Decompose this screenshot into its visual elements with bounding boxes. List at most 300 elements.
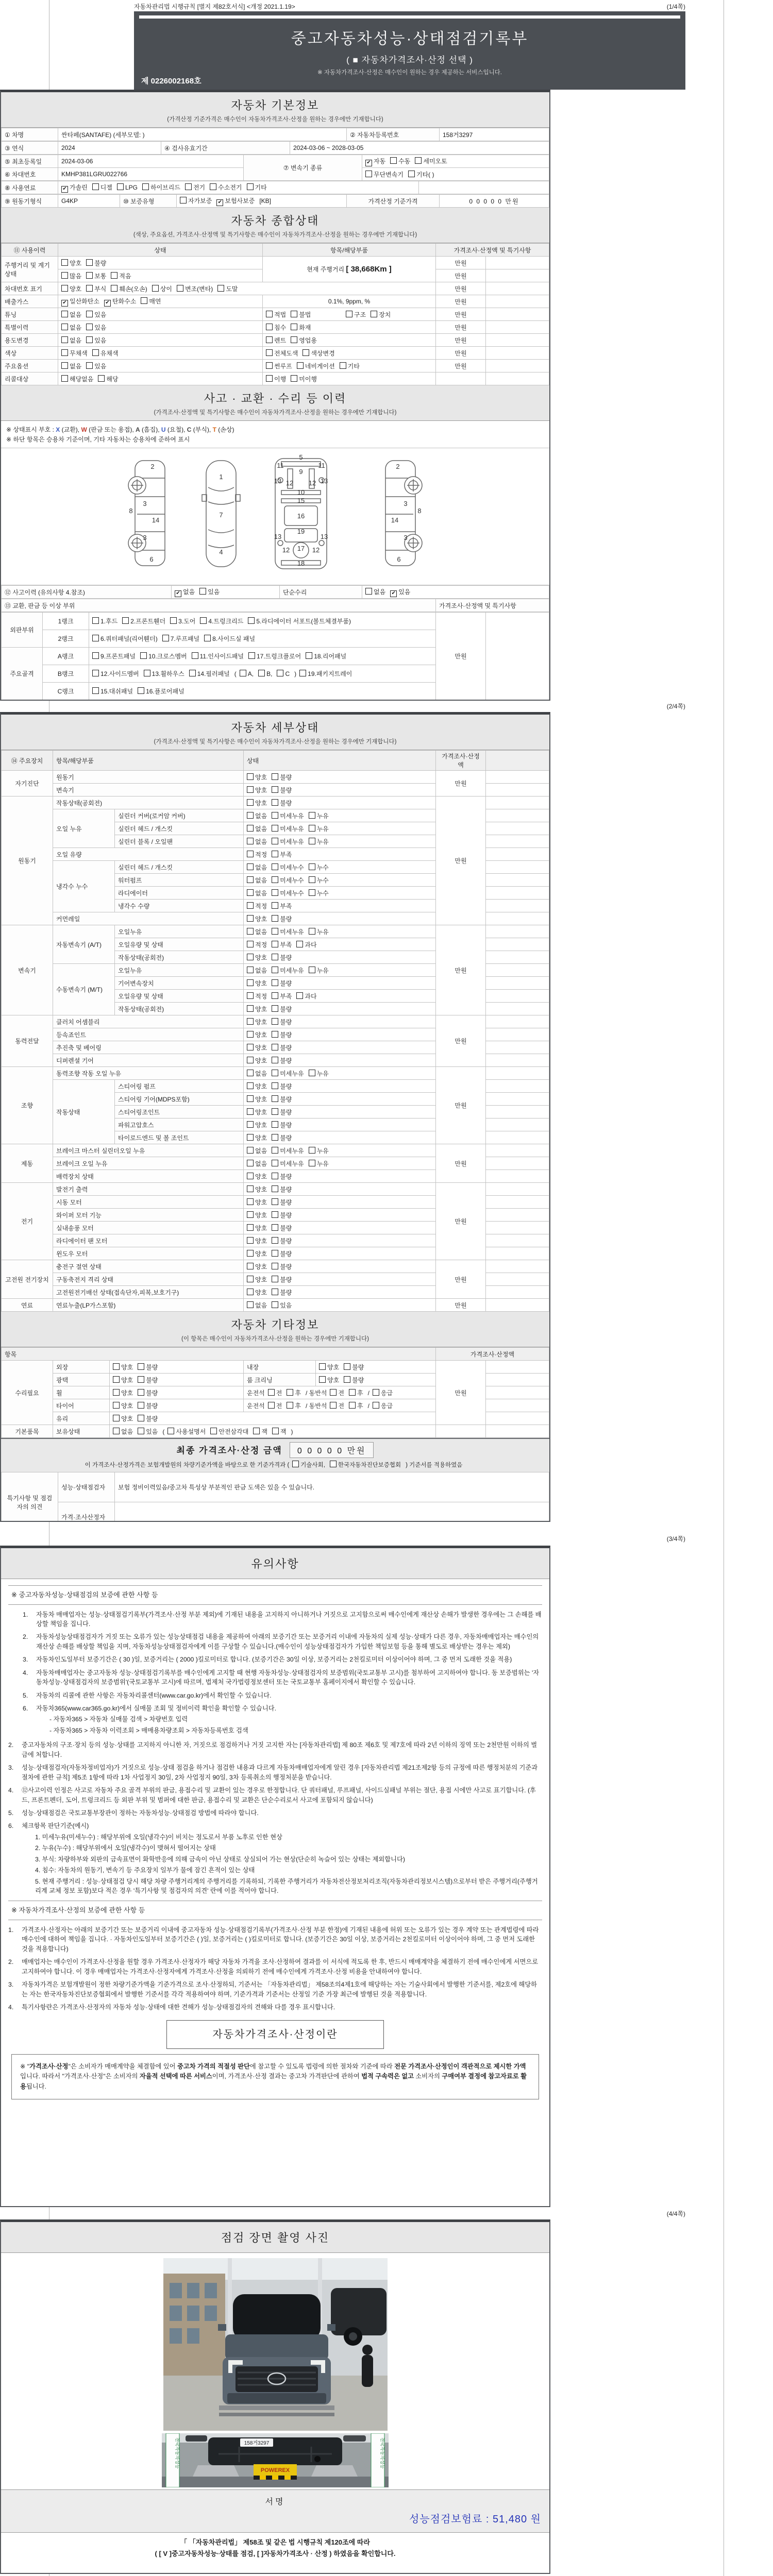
basic-info-rows-3-4: [1, 155, 549, 181]
checkbox-option: 부식: [86, 284, 106, 293]
checkbox-option: 16.플로어패널: [138, 687, 184, 696]
panel-group-label: 외판부위: [2, 613, 43, 648]
checkbox-option: 도말: [217, 284, 238, 293]
device-group-label: 제동: [2, 1144, 53, 1183]
checkbox: [247, 183, 254, 190]
usage-change-items: [263, 334, 436, 347]
checkbox: [138, 1415, 144, 1421]
options-items: [263, 360, 436, 372]
checkbox: [272, 1108, 278, 1115]
blank-cell: [486, 1386, 549, 1399]
basic-info-note: (가격산정 기준가격은 매수인이 자동차가격조사·산정을 원하는 경우에만 기재합니다): [167, 116, 383, 123]
blank-cell: [486, 1209, 549, 1222]
checkbox-option: 17.트렁크플로어: [248, 652, 301, 660]
checkbox: [167, 1428, 174, 1434]
blank-cell: [486, 334, 549, 347]
notice-item-number: 3.: [8, 1764, 14, 1772]
document-subtitle-note: ※ 자동차가격조사·산정은 매수인이 원하는 경우 제공하는 서비스입니다.: [317, 70, 502, 76]
text-segment: / 동반석: [305, 1402, 327, 1410]
notice-sub-item: - 자동차365 > 자동차 이력조회 > 매매용차량조회 > 자동차등록번호 검색: [49, 1726, 248, 1734]
text-segment: ): [291, 1428, 293, 1435]
checkbox-option: 불량: [272, 1236, 292, 1245]
price-cell: 만원: [436, 1260, 486, 1299]
checkbox: [297, 362, 304, 369]
checkbox: [373, 1389, 379, 1396]
notice-item: [8, 1925, 542, 1954]
checkbox: [247, 928, 254, 935]
checkbox: [86, 362, 93, 369]
interior-options: [316, 1361, 436, 1374]
checkbox-checked: ✔: [365, 160, 372, 166]
checkbox-option: 디젤: [92, 183, 112, 192]
checkbox-option: 양호: [247, 1082, 267, 1091]
checkbox-option: 미세누유: [272, 811, 304, 820]
checkbox: [247, 1185, 254, 1192]
checkbox: [247, 915, 254, 922]
checkbox-option: 15.대쉬패널: [92, 687, 133, 696]
blank-cell: [486, 1425, 549, 1438]
item-label: 실린더 블록 / 오일팬: [115, 835, 244, 848]
detail-col-state: 상태: [244, 751, 436, 771]
checkbox-option: 양호: [247, 773, 267, 782]
checkbox: [247, 992, 254, 999]
blank-cell: [486, 1003, 549, 1015]
checkbox: [247, 1198, 254, 1205]
checkbox: [287, 1402, 293, 1409]
detail-table: [1, 750, 549, 1312]
exterior-label: 외장: [53, 1361, 110, 1374]
checkbox: [247, 876, 254, 883]
text-segment: /: [367, 1389, 369, 1397]
diagram-number: 16: [297, 512, 305, 520]
checkbox: [92, 687, 99, 694]
notice-item-text: 자동차가격은 보험개발원이 정한 차량기준가액을 기준가격으로 조사·산정하되, 기준서는 「자동차관리법」 제58조의4제1호에 해당하는 자는 기술사회에서 발행한 기준서를, 제2호에 해당하는 자는 한국자동차진단보증협회에서 발행한 기준서를 각각 적용하여야 하며, 기준가격과 기준서는 산정일 기준 가장 최근에 발행된 것을 적용합니다.: [22, 1981, 537, 1998]
checkbox: [309, 812, 315, 819]
state-options: [244, 861, 436, 874]
checkbox: [272, 1250, 278, 1257]
notice-item-text: 특기사항란은 가격조사·산정자의 자동차 성능·상태에 대한 견해가 성능·상태점검자의 견해와 다를 경우 표시합니다.: [22, 2004, 335, 2011]
checkbox: [210, 1428, 217, 1434]
first-reg-value: 2024-03-06: [58, 155, 244, 168]
state-options: [244, 1054, 436, 1067]
checkbox-option: 14.필러패널: [189, 669, 230, 678]
color-options: [58, 347, 263, 360]
checkbox-option: 13.휠하우스: [144, 669, 184, 678]
checkbox: [272, 1428, 279, 1434]
checkbox: [247, 1134, 254, 1141]
text-segment: 운전석: [247, 1389, 265, 1397]
photo-banner-left-text: 전국자동차성능: [175, 2437, 180, 2469]
checkbox: [272, 1198, 278, 1205]
checkbox: [309, 967, 315, 973]
checkbox-option: 후: [287, 1388, 301, 1397]
notice-content: [1, 1579, 549, 2107]
page-marker-2: (2/4쪽): [666, 703, 685, 710]
checkbox: [247, 902, 254, 909]
checkbox: [272, 851, 278, 857]
item-label: 스티어링 기어(MDPS포함): [115, 1093, 244, 1106]
checkbox: [272, 967, 278, 973]
checkbox-option: 불량: [272, 1262, 292, 1271]
base-price-value: 0 0 0 0 0 만원: [440, 195, 549, 208]
checkbox-option: 양호: [247, 1005, 267, 1013]
checkbox-option: 적법: [266, 310, 286, 319]
checkbox: [61, 285, 68, 292]
section-notices: [0, 1546, 550, 2207]
checkbox: [272, 1082, 278, 1089]
checkbox-option: 불량: [138, 1388, 158, 1397]
checkbox-option: 양호: [247, 1108, 267, 1116]
checkbox-option: 불량: [138, 1414, 158, 1423]
checkbox-option: 불량: [272, 1043, 292, 1052]
checkbox-option: 7.루프패널: [162, 634, 199, 643]
checkbox-option: 적음: [111, 272, 131, 280]
item-label: 실린더 커버(로커암 커버): [115, 809, 244, 822]
basic-items-group: 기본품목: [2, 1425, 53, 1438]
checkbox-option: 매연: [141, 297, 161, 306]
state-options: [244, 938, 436, 951]
reg-no-label: ② 자동차등록번호: [347, 128, 440, 141]
checkbox: [266, 324, 273, 330]
state-options: [244, 848, 436, 861]
checkbox: [122, 617, 129, 624]
diagram-number: 9: [299, 468, 303, 476]
blank-cell: [486, 257, 549, 269]
notice-item: [8, 1740, 542, 1759]
wheel-options: [110, 1386, 244, 1399]
detail-col-device: ⑭ 주요장치: [2, 751, 53, 771]
checkbox-option: 불량: [138, 1401, 158, 1410]
checkbox-option: 안전삼각대: [210, 1427, 248, 1436]
sub-group-label: 오일 누유: [53, 809, 115, 848]
diagram-number: 11: [318, 462, 325, 469]
final-price-label: 최종 가격조사·산정 금액: [176, 1446, 282, 1455]
state-options: [244, 964, 436, 977]
tuning-label: 튜닝: [2, 308, 58, 321]
price-cell: 만원: [436, 771, 486, 796]
checkbox: [247, 1121, 254, 1128]
vin-value: KMHP381LGRU022766: [58, 168, 244, 181]
sub-group-label: 수동변속기 (M/T): [53, 964, 115, 1015]
blank-cell: [486, 925, 549, 938]
car-name-value: 싼타페(SANTAFE) (세부모델: ): [58, 128, 347, 141]
checkbox-option: 침수: [266, 323, 286, 332]
checkbox-option: 양호: [247, 1236, 267, 1245]
blank-cell: [486, 784, 549, 796]
checkbox: [272, 1211, 278, 1218]
accident-history-row: [1, 585, 549, 599]
checkbox: [247, 1082, 254, 1089]
checkbox-option: 없음: [365, 587, 385, 596]
checkbox: [272, 1173, 278, 1179]
notice-item: [8, 1763, 542, 1782]
checkbox-option: 미세누유: [272, 1159, 304, 1168]
photo-underbody-view: [162, 2433, 389, 2487]
overall-status-note: (색상, 주요옵션, 가격조사·산정액 및 특기사항은 매수인이 자동차가격조사·산정을 원하는 경우에만 기재합니다): [133, 232, 417, 238]
state-options: [244, 809, 436, 822]
polish-label: 광택: [53, 1374, 110, 1386]
reg-no-value: 158거3297: [440, 128, 549, 141]
checkbox-option: 없음: [247, 966, 267, 975]
checkbox: [247, 1250, 254, 1257]
state-options: [244, 1015, 436, 1028]
item-label: 변속기: [53, 784, 244, 796]
vin-marking-label: 차대번호 표기: [2, 282, 58, 295]
checkbox: [272, 799, 278, 806]
checkbox: [291, 375, 297, 382]
checkbox-option: 자가보증: [180, 196, 212, 205]
item-label: 오일누유: [115, 964, 244, 977]
checkbox: [247, 1224, 254, 1231]
state-options: [244, 990, 436, 1003]
diagram-number: 13: [274, 533, 282, 540]
header-stripe: [139, 15, 680, 19]
checkbox: [272, 1276, 278, 1282]
device-group-label: 원동기: [2, 796, 53, 925]
state-options: [244, 1106, 436, 1118]
checkbox: [247, 954, 254, 960]
notice-item-text: 성능·상태점검자(자동차정비업자)가 거짓으로 성능·상태 점검을 하거나 점검한 내용과 다르게 자동차매매업자에게 알린 경우 [자동차관리법 제21조제2항 등의 규정에 따른 행정처분의 기준과 절차에 관한 규칙] 제5조 1항에 따라 1차 사업정지 30일, 2차 사업정지 90일, 3차 등록취소의 행정처분을 받습니다.: [22, 1764, 538, 1781]
item-label: 라디에이터 팬 모터: [53, 1234, 244, 1247]
checkbox: [86, 324, 93, 330]
blank-cell: [486, 1106, 549, 1118]
document-title: 중고자동차성능·상태점검기록부: [291, 30, 529, 47]
checkbox: [272, 889, 278, 896]
blank-cell: [486, 835, 549, 848]
checkbox: [138, 687, 144, 694]
accident-history-options: [172, 586, 280, 599]
checkbox-option: 해당없음: [61, 375, 93, 383]
checkbox: [86, 285, 93, 292]
odometer-amount-options: [58, 269, 263, 282]
blank-cell: [486, 1183, 549, 1196]
confirmation-line-2: ( [ V ]중고자동차성능·상태를 점검, [ ]자동차가격조사 · 산정 ) 하였음을 확인합니다.: [155, 2550, 396, 2558]
checkbox-option: 불량: [344, 1363, 364, 1371]
diagram-number: 12: [282, 546, 290, 554]
notice-item-number: 1.: [23, 1611, 28, 1618]
text-segment: 입니다. 따라서 "가격조사·산정"은 소비자의: [20, 2073, 140, 2080]
notice-item-text: 자동차인도일부터 보증기간은 ( 30 )일, 보증거리는 ( 2000 )킬로미터로 합니다. (보증기간은 30일 이상, 보증거리는 2천킬로미터 이상이어야 하며, 그 중 먼저 도래한 것을 적용): [36, 1656, 512, 1664]
checkbox-option: 누유: [309, 1159, 329, 1168]
final-price-note: [1, 1461, 549, 1469]
base-price-label: 가격산정 기준가격: [347, 195, 440, 208]
checkbox-option: 누수: [309, 863, 329, 872]
checkbox-option: 양호: [247, 1043, 267, 1052]
checkbox-option: 훼손(오손): [111, 284, 147, 293]
checkbox: [247, 941, 254, 947]
odometer-row-label: 주행거리 및 계기상태: [2, 257, 58, 282]
text-segment: ): [294, 670, 297, 677]
state-options: [244, 1209, 436, 1222]
text-segment: ※ ": [20, 2063, 30, 2071]
blank-cell: [486, 1144, 549, 1157]
odometer-label: 현재 주행거리: [307, 266, 345, 273]
rank-items: [89, 665, 436, 683]
notice-item-number: 3.: [23, 1656, 28, 1664]
checkbox-option: 불량: [272, 914, 292, 923]
checkbox: [217, 285, 224, 292]
checkbox: [113, 1376, 120, 1383]
checkbox: [272, 902, 278, 909]
checkbox: [272, 941, 278, 947]
checkbox-option: 부족: [272, 850, 292, 859]
text-segment: (: [234, 670, 237, 677]
transmission-label: ⑦ 변속기 종류: [244, 155, 362, 181]
exchange-label: ⑬ 교환, 판금 등 이상 부위: [2, 599, 436, 612]
checkbox: [111, 272, 117, 279]
checkbox-option: 양호: [247, 953, 267, 962]
state-options: [244, 1118, 436, 1131]
diagram-number: 3: [143, 500, 147, 507]
checkbox: [266, 349, 273, 356]
checkbox-option: 누유: [309, 1069, 329, 1078]
blank-cell: [486, 1273, 549, 1286]
checkbox-option: 양호: [247, 914, 267, 923]
checkbox: [309, 876, 315, 883]
notice-item: [8, 1957, 542, 1976]
checkbox-option: 불량: [272, 1198, 292, 1207]
notice-item-number: 6.: [23, 1705, 28, 1712]
checkbox: [204, 635, 211, 641]
checkbox-option: 미세누수: [272, 889, 304, 897]
checkbox-option: 부족: [272, 940, 292, 949]
checkbox: [152, 285, 159, 292]
checkbox-option: 불량: [272, 1056, 292, 1065]
diagram-number: 3: [143, 534, 147, 541]
checkbox-option: 이행: [266, 375, 286, 383]
checkbox: [92, 652, 99, 659]
checkbox: [408, 171, 415, 177]
checkbox-option: 5.라디에이터 서포트(볼트체결부품): [248, 617, 351, 625]
sub-group-label: 냉각수 누수: [53, 861, 115, 912]
other-col-price: 가격조사·산정액: [436, 1348, 549, 1361]
checkbox-option: 기술사회,: [292, 1461, 325, 1469]
tuning-legal-options: [266, 310, 346, 319]
tuning-detail: [263, 308, 436, 321]
checkbox-option: 사용설명서: [167, 1427, 206, 1436]
checkbox: [296, 992, 303, 999]
checkbox-option: 후: [287, 1401, 301, 1410]
wheel-positions: [244, 1386, 436, 1399]
notice-list-2: [8, 1740, 542, 1897]
checkbox-option: ✔ 자동: [365, 157, 385, 166]
checkbox: [117, 183, 124, 190]
checkbox-option: 양호: [319, 1376, 339, 1384]
checkbox: [240, 670, 246, 676]
diagram-number: 7: [219, 511, 223, 519]
checkbox: [272, 992, 278, 999]
checkbox-option: 없음: [247, 927, 267, 936]
checkbox: [138, 1402, 144, 1409]
notice-list-1: [23, 1610, 542, 1737]
checkbox: [248, 652, 255, 659]
checkbox: [272, 1005, 278, 1012]
checkbox: [258, 670, 265, 676]
text-segment: [KB]: [259, 197, 272, 205]
price-cell: 만원: [436, 282, 486, 295]
checkbox: [272, 979, 278, 986]
price-cell: 만원: [436, 1144, 486, 1183]
notice-item: [8, 1786, 542, 1805]
checkbox: [92, 183, 99, 190]
checkbox: [272, 1289, 278, 1295]
checkbox-option: 불법: [291, 310, 311, 319]
checkbox: [272, 812, 278, 819]
text-segment: 가격조사·산정: [29, 2063, 69, 2071]
checkbox-option: 상이: [152, 284, 172, 293]
text-segment: 에 참고할 수 있도록 법령에 의한 절차와 기준에 따라: [249, 2063, 395, 2071]
diagram-number: 13: [320, 477, 328, 485]
blank-cell: [486, 771, 549, 784]
diagram-number: 10: [297, 488, 305, 496]
checkbox-option: 불량: [86, 259, 106, 267]
checkbox-option: 양호: [247, 799, 267, 807]
checkbox: [340, 362, 346, 369]
checkbox: [247, 1263, 254, 1269]
checkbox-option: 세미오토: [415, 157, 447, 165]
checkbox: [247, 1031, 254, 1038]
checkbox-option: 무채색: [61, 349, 88, 358]
item-label: 실내송풍 모터: [53, 1222, 244, 1234]
item-label: 디퍼렌셜 기어: [53, 1054, 244, 1067]
checkbox-option: 불량: [344, 1376, 364, 1384]
sub-group-label: 작동상태: [53, 1080, 115, 1144]
checkbox-option: 과다: [296, 940, 316, 949]
checkbox-option: 6.쿼터패널(리어휀더): [92, 634, 158, 643]
diagram-number: 12: [312, 546, 320, 554]
state-options: [244, 1144, 436, 1157]
checkbox-option: 누유: [309, 927, 329, 936]
text-segment: (손상): [216, 426, 234, 433]
blank-cell: [486, 613, 549, 700]
checkbox: [185, 183, 192, 190]
device-group-label: 연료: [2, 1299, 53, 1312]
checkbox: [291, 336, 297, 343]
blank-cell: [486, 1080, 549, 1093]
exchange-price-header: 가격조사·산정액 및 특기사항: [436, 599, 549, 612]
checkbox: [200, 617, 207, 624]
checkbox-option: 불량: [138, 1363, 158, 1371]
device-group-label: 조향: [2, 1067, 53, 1144]
diagram-number: 6: [149, 555, 154, 563]
text-segment: A: [136, 426, 140, 433]
checkbox: [92, 635, 99, 641]
basic-info-title: 자동차 기본정보: [231, 99, 320, 112]
year-value: 2024: [58, 142, 161, 155]
rank-table: [1, 612, 549, 700]
checkbox: [272, 1031, 278, 1038]
checkbox: [247, 1211, 254, 1218]
tire-label: 타이어: [53, 1399, 110, 1412]
warranty-label: ⑩ 보증유형: [120, 195, 177, 208]
checkbox: [247, 979, 254, 986]
state-options: [244, 1080, 436, 1093]
checkbox: [86, 336, 93, 343]
emission-values: 0.1%, 9ppm, %: [263, 295, 436, 308]
checkbox-option: ✔ 없음: [175, 587, 195, 597]
notice-item: [23, 1691, 542, 1700]
checkbox: [138, 1389, 144, 1396]
checkbox-option: 없음: [61, 362, 81, 370]
checkbox-option: 불량: [272, 1095, 292, 1104]
notice-item-number: 6.: [8, 1822, 14, 1830]
damage-legend: [1, 421, 549, 448]
rank-label: C랭크: [43, 683, 89, 700]
emission-options: [58, 295, 263, 308]
signature-band: [1, 2489, 549, 2533]
detail-col-item: 항목/해당부품: [53, 751, 244, 771]
checkbox: [98, 375, 105, 382]
